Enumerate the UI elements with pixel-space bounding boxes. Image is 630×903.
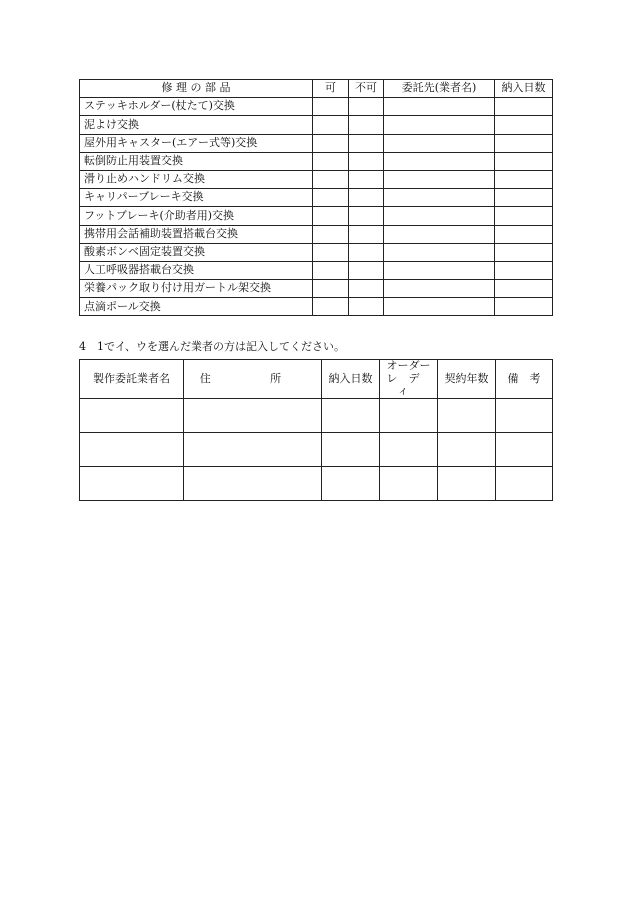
- contractor-name-cell[interactable]: [80, 398, 184, 432]
- header-contract-years: 契約年数: [438, 360, 496, 399]
- header-delivery-days: 納入日数: [495, 80, 553, 98]
- repair-part-label: キャリパーブレーキ交換: [80, 189, 313, 207]
- contractor-cell[interactable]: [384, 280, 495, 298]
- address-cell[interactable]: [184, 398, 322, 432]
- not-possible-cell[interactable]: [349, 298, 384, 316]
- contractor-cell[interactable]: [384, 152, 495, 170]
- possible-cell[interactable]: [313, 152, 349, 170]
- header-possible: 可: [313, 80, 349, 98]
- not-possible-cell[interactable]: [349, 243, 384, 261]
- repair-row: [80, 170, 553, 188]
- repair-part-label: フットブレーキ(介助者用)交換: [80, 207, 313, 225]
- repair-part-label: 携帯用会話補助装置搭載台交換: [80, 225, 313, 243]
- contractor-row: [80, 466, 553, 500]
- contractor-row: [80, 432, 553, 466]
- possible-cell[interactable]: [313, 207, 349, 225]
- delivery-days-cell[interactable]: [495, 280, 553, 298]
- delivery-days-cell[interactable]: [495, 261, 553, 279]
- contractor-name-cell[interactable]: [80, 466, 184, 500]
- section-heading: 4 1でイ、ウを選んだ業者の方は記入してください。: [79, 340, 346, 353]
- repair-part-label: ステッキホルダー(杖たて)交換: [80, 98, 313, 116]
- header-address-text: 住 所: [199, 371, 306, 385]
- delivery-days-cell[interactable]: [322, 466, 380, 500]
- possible-cell[interactable]: [313, 261, 349, 279]
- repair-row: [80, 152, 553, 170]
- contractor-name-cell[interactable]: [80, 432, 184, 466]
- remarks-cell[interactable]: [496, 432, 553, 466]
- not-possible-cell[interactable]: [349, 152, 384, 170]
- header-delivery-days-2: 納入日数: [322, 360, 380, 399]
- repair-row: [80, 225, 553, 243]
- contractor-cell[interactable]: [384, 134, 495, 152]
- delivery-days-cell[interactable]: [495, 116, 553, 134]
- not-possible-cell[interactable]: [349, 170, 384, 188]
- header-order-made: [380, 360, 438, 399]
- contractor-cell[interactable]: [384, 189, 495, 207]
- possible-cell[interactable]: [313, 170, 349, 188]
- not-possible-cell[interactable]: [349, 134, 384, 152]
- repair-part-label: 酸素ボンベ固定装置交換: [80, 243, 313, 261]
- contractor-table-header-row: [80, 360, 553, 399]
- contract-years-cell[interactable]: [438, 398, 496, 432]
- contractor-cell[interactable]: [384, 98, 495, 116]
- header-contractor: 委託先(業者名): [384, 80, 495, 98]
- repair-row: [80, 189, 553, 207]
- repair-parts-table: [79, 79, 553, 316]
- repair-part-label: 点滴ポール交換: [80, 298, 313, 316]
- contractor-cell[interactable]: [384, 207, 495, 225]
- repair-row: [80, 134, 553, 152]
- contractor-cell[interactable]: [384, 243, 495, 261]
- repair-row: [80, 98, 553, 116]
- repair-part-label: 栄養パック取り付け用ガートル架交換: [80, 280, 313, 298]
- possible-cell[interactable]: [313, 134, 349, 152]
- order-made-cell[interactable]: [380, 466, 438, 500]
- possible-cell[interactable]: [313, 225, 349, 243]
- repair-row: [80, 243, 553, 261]
- contractor-table-body: [80, 398, 553, 500]
- delivery-days-cell[interactable]: [495, 152, 553, 170]
- not-possible-cell[interactable]: [349, 98, 384, 116]
- repair-part-label: 屋外用キャスター(エアー式等)交換: [80, 134, 313, 152]
- delivery-days-cell[interactable]: [495, 207, 553, 225]
- repair-part-label: 転倒防止用装置交換: [80, 152, 313, 170]
- address-cell[interactable]: [184, 466, 322, 500]
- repair-part-label: 滑り止めハンドリム交換: [80, 170, 313, 188]
- contractor-cell[interactable]: [384, 298, 495, 316]
- header-remarks: 備 考: [496, 360, 553, 399]
- header-part: 修 理 の 部 品: [80, 80, 313, 98]
- possible-cell[interactable]: [313, 298, 349, 316]
- order-made-cell[interactable]: [380, 432, 438, 466]
- delivery-days-cell[interactable]: [495, 225, 553, 243]
- repair-row: [80, 298, 553, 316]
- address-cell[interactable]: [184, 432, 322, 466]
- not-possible-cell[interactable]: [349, 116, 384, 134]
- possible-cell[interactable]: [313, 189, 349, 207]
- possible-cell[interactable]: [313, 280, 349, 298]
- delivery-days-cell[interactable]: [495, 189, 553, 207]
- delivery-days-cell[interactable]: [495, 298, 553, 316]
- delivery-days-cell[interactable]: [495, 243, 553, 261]
- not-possible-cell[interactable]: [349, 261, 384, 279]
- contractor-cell[interactable]: [384, 261, 495, 279]
- order-made-cell[interactable]: [380, 398, 438, 432]
- delivery-days-cell[interactable]: [322, 398, 380, 432]
- header-address: [184, 360, 322, 399]
- remarks-cell[interactable]: [496, 398, 553, 432]
- repair-row: [80, 116, 553, 134]
- repair-table-body: [80, 98, 553, 316]
- delivery-days-cell[interactable]: [495, 170, 553, 188]
- delivery-days-cell[interactable]: [495, 98, 553, 116]
- delivery-days-cell[interactable]: [322, 432, 380, 466]
- not-possible-cell[interactable]: [349, 225, 384, 243]
- remarks-cell[interactable]: [496, 466, 553, 500]
- possible-cell[interactable]: [313, 98, 349, 116]
- delivery-days-cell[interactable]: [495, 134, 553, 152]
- contract-years-cell[interactable]: [438, 466, 496, 500]
- contractor-cell[interactable]: [384, 170, 495, 188]
- contractor-cell[interactable]: [384, 116, 495, 134]
- repair-row: [80, 207, 553, 225]
- repair-row: [80, 261, 553, 279]
- contractor-table: [79, 359, 553, 501]
- header-order-made-line2: レディ: [386, 371, 431, 398]
- contract-years-cell[interactable]: [438, 432, 496, 466]
- repair-part-label: 人工呼吸器搭載台交換: [80, 261, 313, 279]
- not-possible-cell[interactable]: [349, 280, 384, 298]
- possible-cell[interactable]: [313, 116, 349, 134]
- header-not-possible: 不可: [349, 80, 384, 98]
- repair-row: [80, 280, 553, 298]
- header-order-made-line1: オーダー: [386, 359, 431, 372]
- contractor-cell[interactable]: [384, 225, 495, 243]
- not-possible-cell[interactable]: [349, 207, 384, 225]
- not-possible-cell[interactable]: [349, 189, 384, 207]
- repair-part-label: 泥よけ交換: [80, 116, 313, 134]
- contractor-row: [80, 398, 553, 432]
- repair-table-header-row: [80, 80, 553, 98]
- header-contractor-name: 製作委託業者名: [80, 360, 184, 399]
- possible-cell[interactable]: [313, 243, 349, 261]
